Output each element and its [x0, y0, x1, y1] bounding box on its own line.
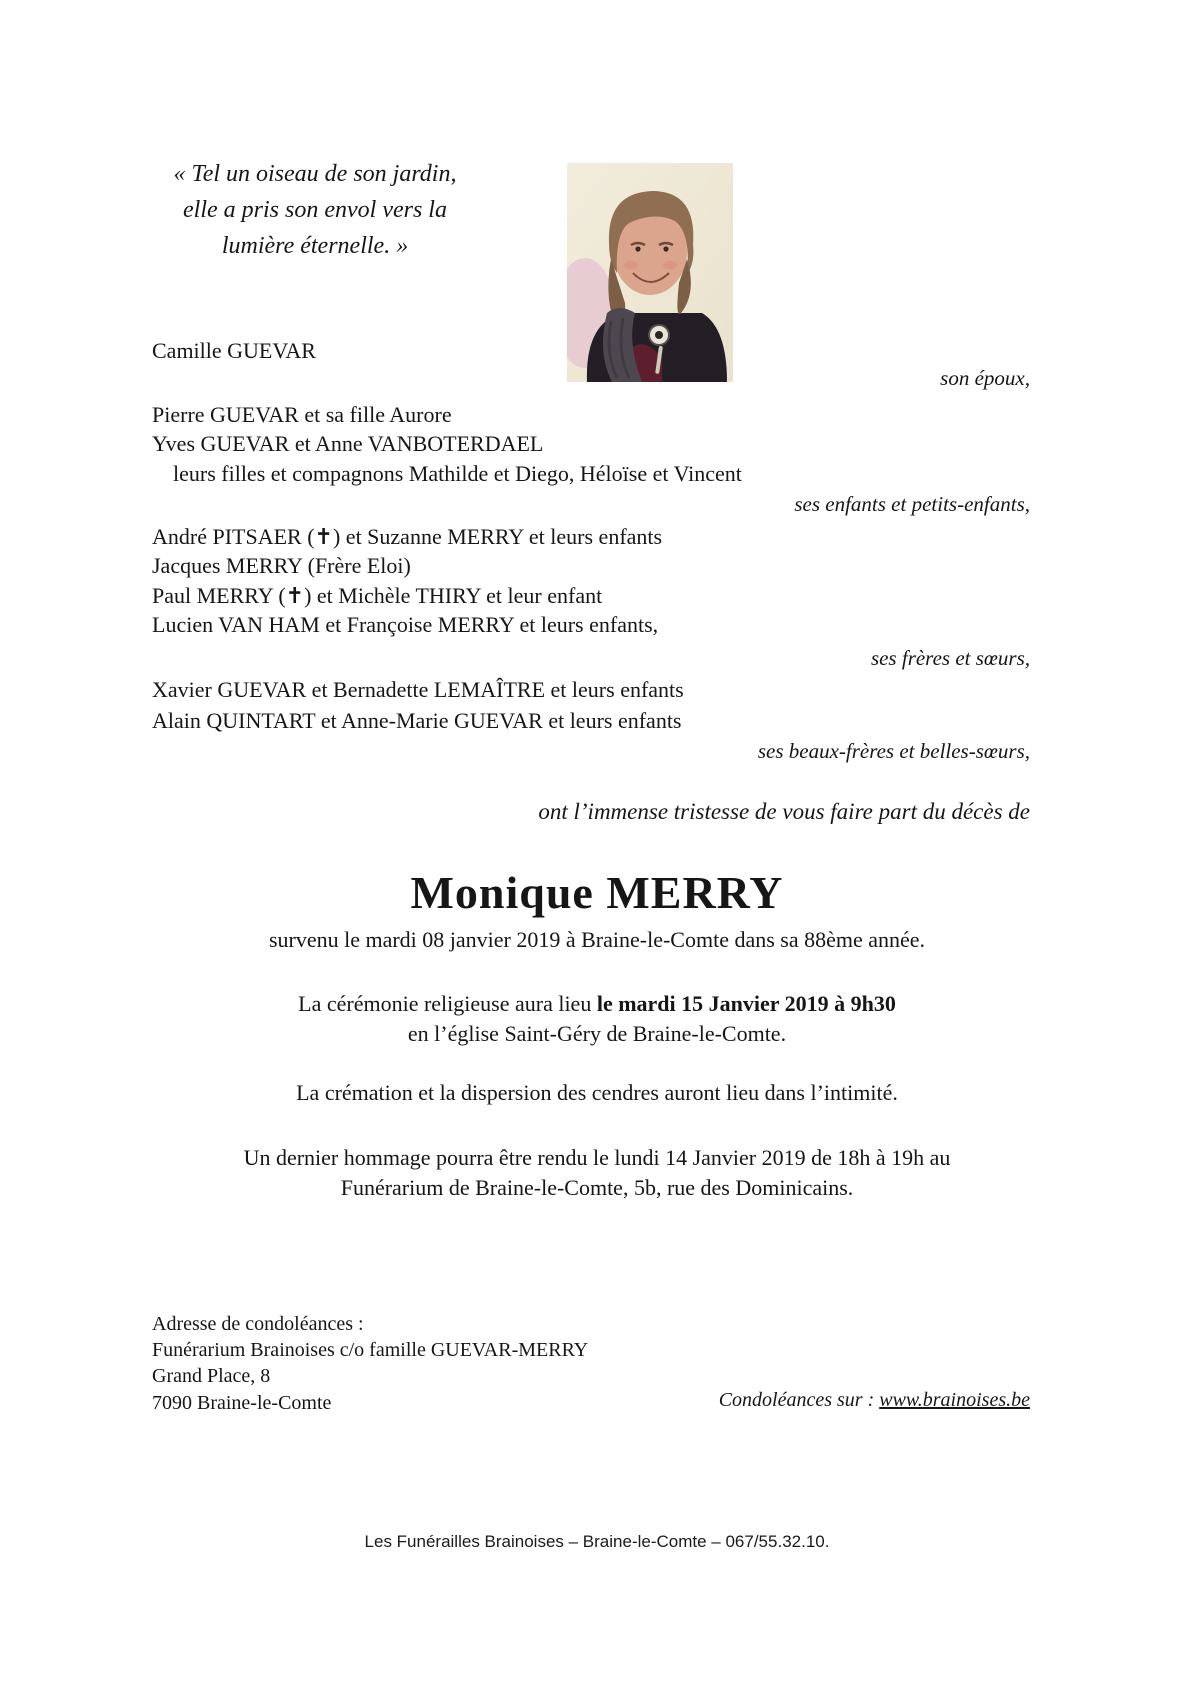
online-condolences-label: Condoléances sur : [718, 1389, 880, 1411]
family-line: Lucien VAN HAM et Françoise MERRY et leurs enfants, [152, 612, 659, 638]
death-date-line: survenu le mardi 08 janvier 2019 à Braine-le-Comte dans sa 88ème année. [268, 927, 926, 952]
family-line: Alain QUINTART et Anne-Marie GUEVAR et leurs enfants [152, 708, 682, 733]
condolences-line: 7090 Braine-le-Comte [152, 1391, 332, 1414]
children-lines [152, 400, 742, 488]
ceremony-datetime: le mardi 15 Janvier 2019 à 9h30 [596, 991, 896, 1016]
husband-name: Camille GUEVAR [152, 338, 316, 363]
family-line: Xavier GUEVAR et Bernadette LEMAÎTRE et leurs enfants [152, 677, 684, 702]
quote-line: elle a pris son envol vers la [183, 197, 447, 223]
online-condolences-line [719, 1389, 1030, 1412]
family-line: Pierre GUEVAR et sa fille Aurore [152, 402, 452, 427]
family-line: André PITSAER (✝) et Suzanne MERRY et leurs enfants [152, 524, 663, 549]
cremation-line: La crémation et la dispersion des cendres auront lieu dans l’intimité. [296, 1080, 898, 1105]
funeral-home-footer: Les Funérailles Brainoises – Braine-le-Comte – 067/55.32.10. [364, 1532, 830, 1551]
inlaws-attribution: ses beaux-frères et belles-sœurs, [757, 739, 1030, 763]
tribute-line-1: Un dernier hommage pourra être rendu le lundi 14 Janvier 2019 de 18h à 19h au [243, 1145, 951, 1170]
portrait-photo [567, 163, 733, 382]
announcement-line: ont l’immense tristesse de vous faire part du décès de [538, 799, 1030, 824]
deceased-name: Monique MERRY [410, 867, 784, 918]
siblings-lines [152, 522, 662, 640]
inlaws-lines [152, 674, 684, 736]
children-attribution: ses enfants et petits-enfants, [794, 492, 1030, 516]
family-line: Paul MERRY (✝) et Michèle THIRY et leur enfant [152, 582, 603, 608]
condolences-address [152, 1311, 588, 1416]
ceremony-prefix: La cérémonie religieuse aura lieu [298, 991, 597, 1016]
condolences-heading: Adresse de condoléances : [152, 1313, 364, 1335]
husband-attribution: son époux, [940, 366, 1030, 390]
quote-line: « Tel un oiseau de son jardin, [173, 161, 457, 187]
ceremony-line [0, 991, 1194, 1017]
condolences-line: Funérarium Brainoises c/o famille GUEVAR-MERRY [152, 1339, 589, 1362]
opening-quote [150, 156, 480, 264]
family-line: Jacques MERRY (Frère Eloi) [152, 553, 411, 579]
quote-line: lumière éternelle. » [221, 233, 409, 259]
siblings-attribution: ses frères et sœurs, [870, 646, 1030, 670]
tribute-line-2: Funérarium de Braine-le-Comte, 5b, rue des Dominicains. [340, 1175, 854, 1200]
family-line: leurs filles et compagnons Mathilde et Diego, Héloïse et Vincent [173, 460, 742, 486]
ceremony-location-line: en l’église Saint-Géry de Braine-le-Comte. [407, 1021, 787, 1046]
condolences-line: Grand Place, 8 [152, 1365, 271, 1388]
condolences-website-link[interactable]: www.brainoises.be [879, 1389, 1030, 1411]
family-line: Yves GUEVAR et Anne VANBOTERDAEL [152, 431, 544, 457]
